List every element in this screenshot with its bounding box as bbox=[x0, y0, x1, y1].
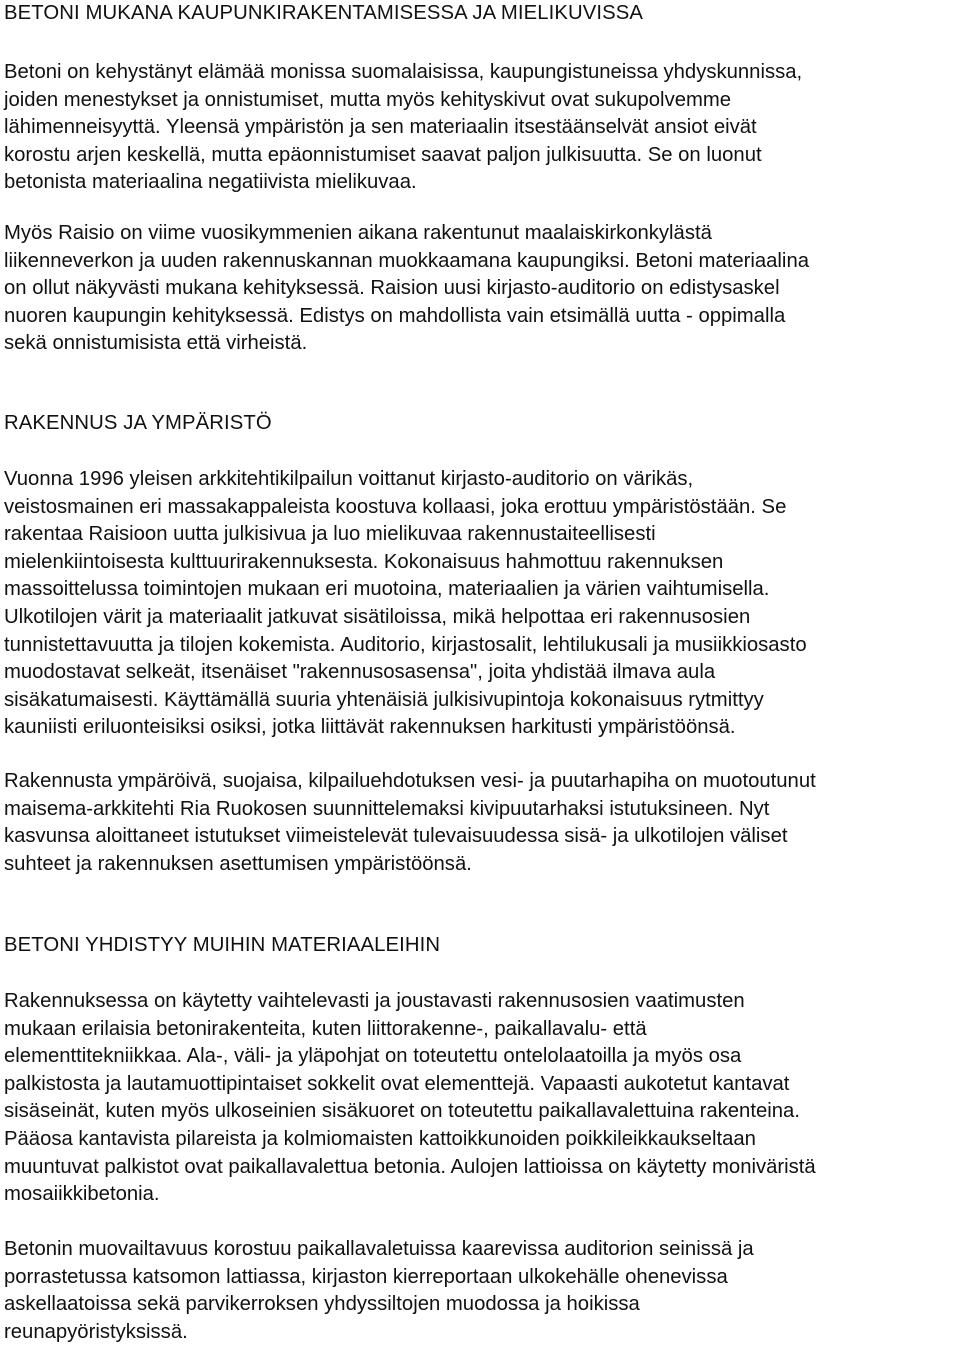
text-line: mielenkiintoisesta kulttuurirakennuksesta. Kokonaisuus hahmottuu rakennuksen bbox=[4, 550, 724, 573]
section-heading-rakennus-ja-ymparisto: RAKENNUS JA YMPÄRISTÖ bbox=[4, 412, 272, 434]
text-line: reunapyöristyksissä. bbox=[4, 1320, 188, 1343]
text-line: Betoni on kehystänyt elämää monissa suomalaisissa, kaupungistuneissa yhdyskunnissa, bbox=[4, 61, 803, 83]
text-line: kauniisti eriluonteisiksi osiksi, jotka liittävät rakennuksen harkitusti ympäristöönsä. bbox=[4, 716, 736, 739]
text-line: askellaatoissa sekä parvikerroksen yhdyssiltojen muodossa ja hoikissa bbox=[4, 1293, 640, 1316]
text-line: mosaiikkibetonia. bbox=[4, 1183, 160, 1206]
text-line: Vuonna 1996 yleisen arkkitehtikilpailun voittanut kirjasto-auditorio on värikäs, bbox=[4, 468, 694, 490]
text-line: Betonin muovailtavuus korostuu paikallavaletuissa kaarevissa auditorion seinissä ja bbox=[4, 1238, 754, 1260]
text-line: maisema-arkkitehti Ria Ruokosen suunnittelemaksi kivipuutarhaksi istutuksineen. Nyt bbox=[4, 797, 770, 820]
text-line: Rakennuksessa on käytetty vaihtelevasti ja joustavasti rakennusosien vaatimusten bbox=[4, 990, 745, 1012]
text-line: betonista materiaalina negatiivista mielikuvaa. bbox=[4, 171, 417, 194]
text-line: liikenneverkon ja uuden rakennuskannan muokkaamana kaupungiksi. Betoni materiaalina bbox=[4, 249, 810, 272]
paragraph bbox=[4, 466, 807, 742]
text-line: elementtitekniikkaa. Ala-, väli- ja yläpohjat on toteutettu ontelolaatoilla ja myös osa bbox=[4, 1045, 742, 1068]
text-line: joiden menestykset ja onnistumiset, mutta myös kehityskivut ovat sukupolvemme bbox=[4, 88, 732, 111]
text-line: on ollut näkyvästi mukana kehityksessä. Raision uusi kirjasto-auditorio on edistysaskel bbox=[4, 277, 780, 300]
paragraph bbox=[4, 59, 802, 197]
text-line: veistosmainen eri massakappaleista koostuva kollaasi, joka erottuu ympäristöstään. Se bbox=[4, 495, 787, 518]
text-line: palkistosta ja lautamuottipintaiset sokkelit ovat elementtejä. Vapaasti aukotetut kantavat bbox=[4, 1072, 790, 1095]
text-line: porrastetussa katsomon lattiassa, kirjaston kierreportaan ulkokehälle ohenevissa bbox=[4, 1265, 728, 1288]
text-line: nuoren kaupungin kehityksessä. Edistys on mahdollista vain etsimällä uutta - oppimalla bbox=[4, 304, 786, 327]
text-line: mukaan erilaisia betonirakenteita, kuten liittorakenne-, paikallavalu- että bbox=[4, 1017, 647, 1040]
paragraph bbox=[4, 768, 816, 878]
text-line: korostu arjen keskellä, mutta epäonnistumiset saavat paljon julkisuutta. Se on luonut bbox=[4, 143, 762, 166]
text-line: suhteet ja rakennuksen asettumisen ympäristöönsä. bbox=[4, 852, 472, 875]
text-line: tunnistettavuutta ja tilojen kokemista. Auditorio, kirjastosalit, lehtilukusali ja musiikkiosasto bbox=[4, 633, 807, 656]
text-line: Myös Raisio on viime vuosikymmenien aikana rakentunut maalaiskirkonkylästä bbox=[4, 222, 712, 244]
text-line: sisäkatumaisesti. Käyttämällä suuria yhtenäisiä julkisivupintoja kokonaisuus rytmittyy bbox=[4, 688, 764, 711]
section-heading-betoni-mukana: BETONI MUKANA KAUPUNKIRAKENTAMISESSA JA MIELIKUVISSA bbox=[4, 2, 643, 24]
text-line: sisäseinät, kuten myös ulkoseinien sisäkuoret on toteutettu paikallavalettuina rakenteina. bbox=[4, 1100, 800, 1123]
text-line: massoittelussa toimintojen mukaan eri muotoina, materiaalien ja värien vaihtumisella. bbox=[4, 578, 770, 601]
text-line: lähimenneisyyttä. Yleensä ympäristön ja sen materiaalin itsestäänselvät ansiot eivät bbox=[4, 116, 757, 139]
text-line: muuntuvat palkistot ovat paikallavalettua betonia. Aulojen lattioissa on käytetty moniväristä bbox=[4, 1155, 816, 1178]
text-line: sekä onnistumisista että virheistä. bbox=[4, 332, 308, 355]
text-line: kasvunsa aloittaneet istutukset viimeistelevät tulevaisuudessa sisä- ja ulkotilojen väliset bbox=[4, 825, 788, 848]
text-line: Pääosa kantavista pilareista ja kolmiomaisten kattoikkunoiden poikkileikkaukseltaan bbox=[4, 1127, 756, 1150]
text-line: muodostavat selkeät, itsenäiset "rakennusosasensa", joita yhdistää ilmava aula bbox=[4, 661, 716, 684]
paragraph bbox=[4, 988, 816, 1209]
text-line: rakentaa Raisioon uutta julkisivua ja luo mielikuvaa rakennustaiteellisesti bbox=[4, 523, 656, 546]
section-heading-betoni-yhdistyy: BETONI YHDISTYY MUIHIN MATERIAALEIHIN bbox=[4, 934, 441, 956]
text-line: Ulkotilojen värit ja materiaalit jatkuvat sisätiloissa, mikä helpottaa eri rakennusosien bbox=[4, 605, 751, 628]
paragraph bbox=[4, 220, 809, 358]
text-line: Rakennusta ympäröivä, suojaisa, kilpailuehdotuksen vesi- ja puutarhapiha on muotoutunut bbox=[4, 770, 816, 792]
paragraph bbox=[4, 1236, 754, 1346]
